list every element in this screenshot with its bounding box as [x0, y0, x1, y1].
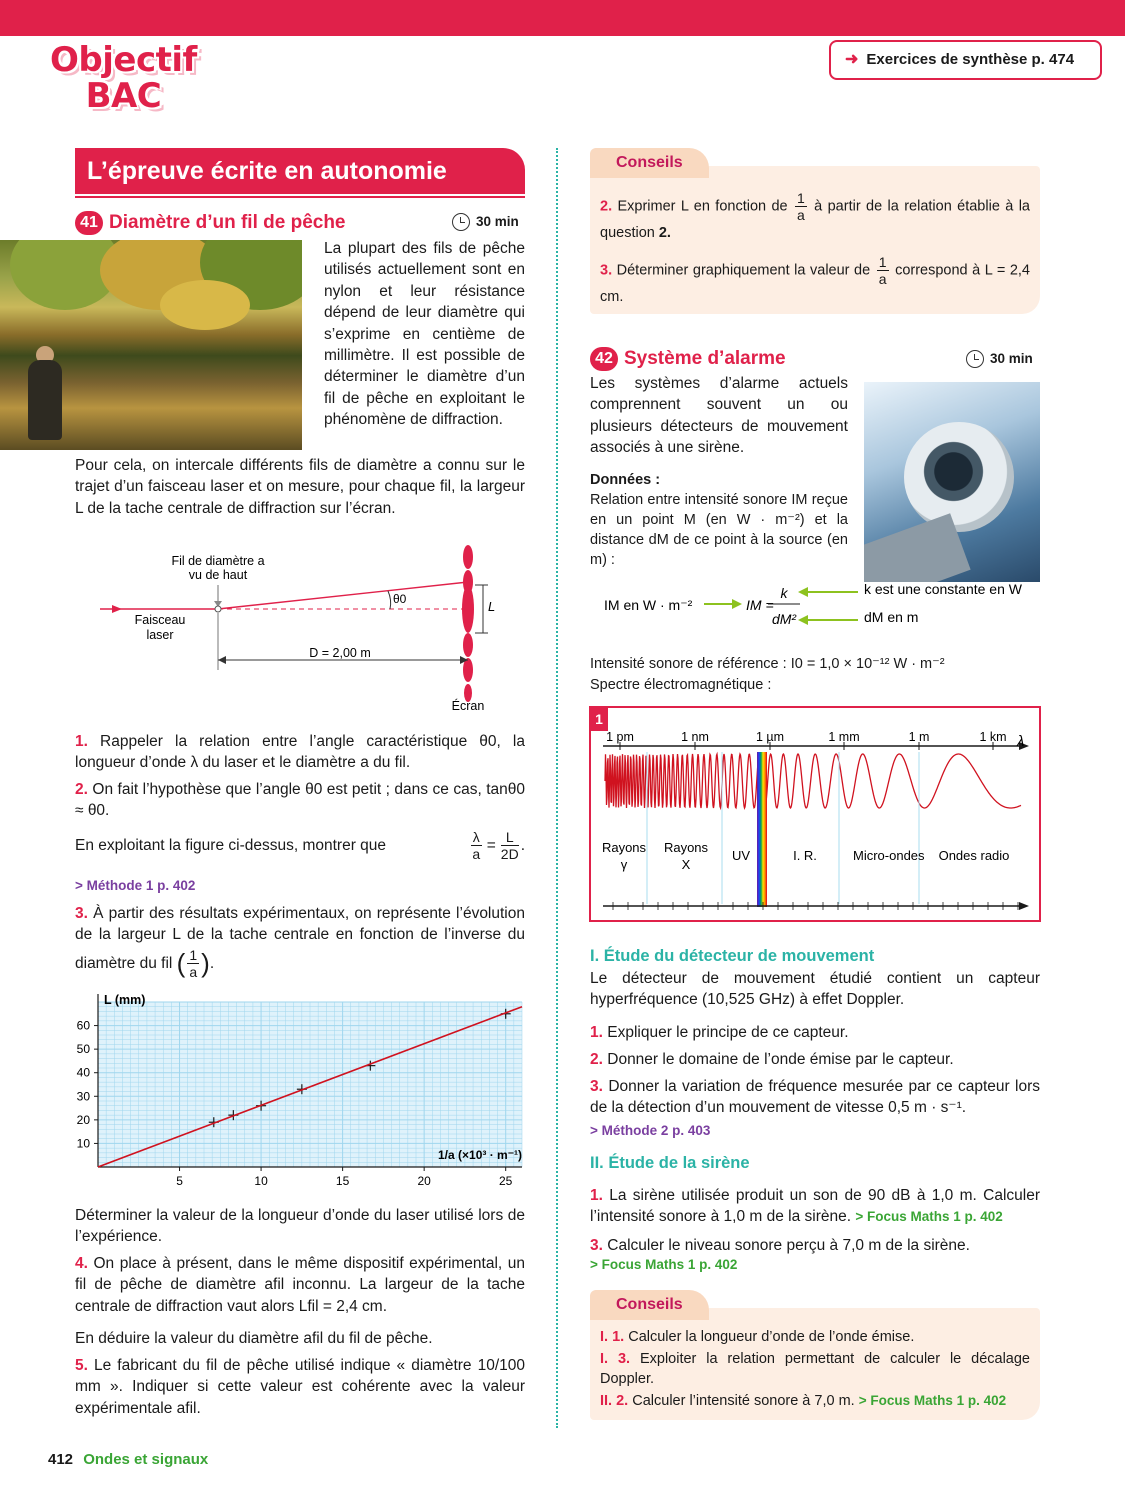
q1-text: Rappeler la relation entre l’angle caractéristique θ0, la longueur d’onde λ du laser et le diamètre a du fil.	[75, 733, 525, 772]
method-link-2[interactable]: > Méthode 2 p. 403	[590, 1123, 711, 1138]
footer-section-title: Ondes et signaux	[83, 1451, 209, 1468]
L-vs-inverse-a-chart	[68, 992, 528, 1187]
objectif-bac-logo	[50, 42, 197, 114]
exercise-42-duration	[966, 350, 1033, 369]
q5-number: 5.	[75, 1357, 88, 1374]
ex41-question-5	[75, 1355, 525, 1419]
exercise-title-text: Système d’alarme	[624, 348, 786, 369]
scale-label: 1 pm	[606, 730, 634, 744]
ex41-question-2b: En exploitant la figure ci-dessus, montrer que $\frac{\lambda}{a}$ = $\frac{L}{2D}$ .	[75, 829, 525, 863]
exercise-41-title	[75, 210, 346, 236]
laser-label-1: Faisceau	[134, 613, 186, 627]
scale-label: 1 nm	[681, 730, 709, 744]
I2-text: Donner le domaine de l’onde émise par le capteur.	[607, 1051, 954, 1068]
conseils-2-item-1	[600, 1327, 1030, 1347]
focus-maths-link-1[interactable]: > Focus Maths 1 p. 402	[855, 1209, 1003, 1225]
II3-text: Calculer le niveau sonore perçu à 7,0 m de la sirène.	[607, 1237, 970, 1254]
formula-IM: IM =	[746, 597, 774, 613]
spectre-label: Spectre électromagnétique :	[590, 677, 772, 693]
I2-number: 2.	[590, 1051, 603, 1068]
exercise-41-duration	[452, 213, 519, 232]
q3-number: 3.	[75, 905, 88, 922]
formula-note-k: k est une constante en W	[864, 581, 1022, 597]
exercise-42-title	[590, 346, 786, 372]
y-tick-label: 60	[76, 1018, 90, 1033]
part-I-question-3	[590, 1076, 1040, 1119]
II1-number: 1.	[590, 1187, 603, 1204]
q1-number: 1.	[75, 733, 88, 750]
focus-maths-link-2[interactable]: > Focus Maths 1 p. 402	[590, 1257, 738, 1273]
band-label: I. R.	[793, 848, 817, 863]
clock-icon	[452, 213, 470, 231]
diffraction-diagram	[100, 545, 520, 720]
document-number: 1	[595, 711, 603, 727]
scale-label: 1 mm	[828, 730, 860, 744]
conseils-2-text-1: Calculer la longueur d’onde de l’onde émise.	[628, 1329, 915, 1345]
exercise-title-text: Diamètre d’un fil de pêche	[109, 212, 346, 233]
fisherman-photo	[0, 240, 302, 450]
part-II-question-1	[590, 1185, 1040, 1228]
y-tick-label: 40	[76, 1065, 90, 1080]
ex41-question-4	[75, 1253, 525, 1317]
ex41-question-2	[75, 779, 525, 822]
donnees-title: Données :	[590, 472, 661, 488]
I3-text: Donner la variation de fréquence mesurée par ce capteur lors de la détection d’un mouvement de vitesse 0,5 m · s⁻¹.	[590, 1078, 1040, 1117]
conseils-1-num-2: 2.	[600, 198, 613, 215]
conseils-2-num-1: I. 1.	[600, 1329, 625, 1345]
q5-text: Le fabricant du fil de pêche utilisé indique « diamètre 10/100 mm ». Indiquer si cette valeur est cohérente avec la valeur expérimentale afil.	[75, 1357, 525, 1417]
II1-text: La sirène utilisée produit un son de 90 dB à 1,0 m. Calculer l’intensité sonore à 1,0 m de la sirène.	[590, 1187, 1040, 1226]
fil-label-2: vu de haut	[188, 568, 248, 582]
conseils-tab-2: Conseils	[590, 1290, 709, 1320]
band-label-symbol: γ	[620, 857, 628, 872]
distance-label: D = 2,00 m	[309, 646, 371, 660]
conseils-1-text-3b: correspond à L = 2,4 cm.	[600, 262, 1030, 306]
formula-note-d: dM en m	[864, 609, 919, 625]
x-tick-label: 5	[176, 1174, 183, 1187]
conseils-1-item-2	[600, 190, 1030, 243]
q2-number: 2.	[75, 781, 88, 798]
conseils-1-num-3: 3.	[600, 262, 613, 279]
band-label: Rayons	[663, 840, 709, 855]
part-I-intro: Le détecteur de mouvement étudié contient un capteur hyperfréquence (10,525 GHz) à effet Doppler.	[590, 970, 1040, 1009]
lambda-axis-label: λ	[1017, 733, 1025, 750]
page-footer	[48, 1450, 208, 1471]
ex41-intro-2: Pour cela, on intercale différents fils de diamètre a connu sur le trajet d’un faisceau laser et on mesure, pour chaque fil, la largeur L de la tache centrale de diffraction sur l’écran.	[75, 457, 525, 517]
clock-icon	[966, 350, 984, 368]
II3-number: 3.	[590, 1237, 603, 1254]
logo-line-1: Objectif	[50, 40, 197, 80]
q4-number: 4.	[75, 1255, 88, 1272]
exercise-number-badge: 41	[75, 211, 103, 235]
scale-label: 1 µm	[755, 730, 785, 744]
x-tick-label: 25	[499, 1174, 513, 1187]
security-camera-photo	[864, 382, 1040, 582]
intensity-formula-diagram	[596, 578, 1046, 640]
band-label: Micro-ondes	[853, 848, 925, 863]
band-label-symbol: X	[681, 857, 691, 872]
part-II-title: II. Étude de la sirène	[590, 1154, 750, 1172]
q2-text: On fait l’hypothèse que l’angle θ0 est petit ; dans ce cas, tanθ0 ≈ θ0.	[75, 781, 525, 820]
I3-number: 3.	[590, 1078, 603, 1095]
column-divider	[556, 148, 558, 1428]
band-label: Rayons	[601, 840, 647, 855]
one-over-a: $\frac{1}{a}$	[189, 947, 198, 981]
conseils-2-num-2: I. 3.	[600, 1351, 631, 1367]
theta-label: θ0	[393, 592, 407, 606]
scale-label: 1 km	[979, 730, 1007, 744]
exercise-number-badge: 42	[590, 347, 618, 371]
conseils-tab-1: Conseils	[590, 148, 709, 178]
ex42-intro: Les systèmes d’alarme actuels comprennent souvent un ou plusieurs détecteurs de mouvement associés à une sirène.	[590, 375, 848, 457]
conseils-1-question-ref: 2.	[658, 225, 671, 242]
fil-label-1: Fil de diamètre a	[171, 554, 265, 568]
ex42-relation-text: Relation entre intensité sonore IM reçue en un point M (en W · m⁻²) et la distance dM de ce point à la source (en m) :	[590, 492, 848, 568]
x-tick-label: 10	[254, 1174, 268, 1187]
method-link-1[interactable]: > Méthode 1 p. 402	[75, 878, 196, 893]
part-I-title: I. Étude du détecteur de mouvement	[590, 947, 875, 965]
y-tick-label: 30	[76, 1089, 90, 1104]
part-I-question-1	[590, 1022, 1040, 1043]
duration-text: 30 min	[990, 351, 1033, 366]
electromagnetic-spectrum-figure	[589, 706, 1041, 922]
ecran-label: Écran	[451, 699, 485, 713]
ex41-question-4b: En déduire la valeur du diamètre afil du fil de pêche.	[75, 1330, 433, 1347]
conseils-1-text-3a: Déterminer graphiquement la valeur de	[616, 262, 871, 279]
logo-line-2: BAC	[85, 76, 162, 116]
top-color-bar	[0, 0, 1125, 36]
I1-text: Expliquer le principe de ce capteur.	[607, 1024, 849, 1041]
ex41-question-3: 3. À partir des résultats expérimentaux, on représente l’évolution de la largeur L de la tache centrale en fonction de l’inverse du diamètre du fil ( $\frac{1}{a}$ ).	[75, 905, 525, 981]
q2b-text: En exploitant la figure ci-dessus, montrer que	[75, 836, 387, 854]
synthesis-exercises-link[interactable]	[829, 40, 1102, 80]
synthesis-link-label: Exercices de synthèse p. 474	[866, 50, 1075, 68]
band-label: Ondes radio	[938, 848, 1010, 863]
conseils-2-num-3: II. 2.	[600, 1393, 629, 1409]
section-banner: L’épreuve écrite en autonomie	[75, 148, 525, 194]
conseils-2-item-3	[600, 1391, 1030, 1411]
conseils-1-text-2b: à partir de la relation établie à la question	[600, 198, 1030, 242]
x-tick-label: 20	[417, 1174, 431, 1187]
L-over-2D: $\frac{L}{2D}$	[500, 829, 519, 863]
conseils-2-text-3: Calculer l’intensité sonore à 7,0 m.	[632, 1393, 855, 1409]
band-label: UV	[731, 848, 751, 863]
y-tick-label: 20	[76, 1112, 90, 1127]
q3-text: À partir des résultats expérimentaux, on représente l’évolution de la largeur L de la tache centrale en fonction de l’inverse du diamètre du fil	[75, 905, 525, 972]
part-II-question-3	[590, 1235, 1040, 1275]
one-over-a-small: $\frac{1}{a}$	[796, 190, 805, 224]
y-tick-label: 10	[76, 1136, 90, 1151]
conseils-2-item-2	[600, 1349, 1030, 1390]
I1-number: 1.	[590, 1024, 603, 1041]
laser-label-2: laser	[146, 628, 174, 642]
y-axis-label: L (mm)	[104, 993, 146, 1007]
conseils-2-text-2: Exploiter la relation permettant de calculer le décalage Doppler.	[600, 1351, 1030, 1388]
ex41-intro-1: La plupart des fils de pêche utilisés actuellement sont en nylon et leur résistance dépend de leur diamètre qui s’exprime en centième de millimètre. Il est possible de déterminer le diamètre d’un fil de pêche en exploitant le phénomène de diffraction.	[324, 240, 525, 428]
q4-text: On place à présent, dans le même dispositif expérimental, un fil de pêche de diamètre afil inconnu. La largeur de la tache centrale de diffraction vaut alors Lfil = 2,4 cm.	[75, 1255, 525, 1315]
lambda-over-a: $\frac{\lambda}{a}$	[472, 829, 481, 863]
x-tick-label: 15	[335, 1174, 350, 1187]
one-over-a-small-2: $\frac{1}{a}$	[878, 254, 887, 288]
formula-unit-label: IM en W · m⁻²	[604, 597, 693, 613]
reference-intensity: Intensité sonore de référence : I0 = 1,0 × 10⁻¹² W · m⁻²	[590, 656, 945, 672]
conseils-1-text-2a: Exprimer L en fonction de	[617, 198, 788, 215]
y-tick-label: 50	[76, 1042, 90, 1057]
page-number: 412	[48, 1451, 74, 1468]
L-label: L	[488, 599, 496, 614]
formula-d: dM²	[771, 611, 797, 627]
duration-text: 30 min	[476, 214, 519, 229]
focus-maths-link-3[interactable]: > Focus Maths 1 p. 402	[858, 1393, 1007, 1408]
arrow-right-icon: ➜	[845, 50, 859, 68]
formula-k: k	[780, 585, 788, 601]
x-axis-label: 1/a (×10³ · m⁻¹)	[438, 1148, 523, 1162]
conseils-1-item-3	[600, 254, 1030, 307]
ex41-question-3b: Déterminer la valeur de la longueur d’onde du laser utilisé lors de l’expérience.	[75, 1207, 525, 1246]
part-I-question-2	[590, 1049, 1040, 1070]
ex41-question-1	[75, 731, 525, 774]
scale-label: 1 m	[908, 730, 930, 744]
